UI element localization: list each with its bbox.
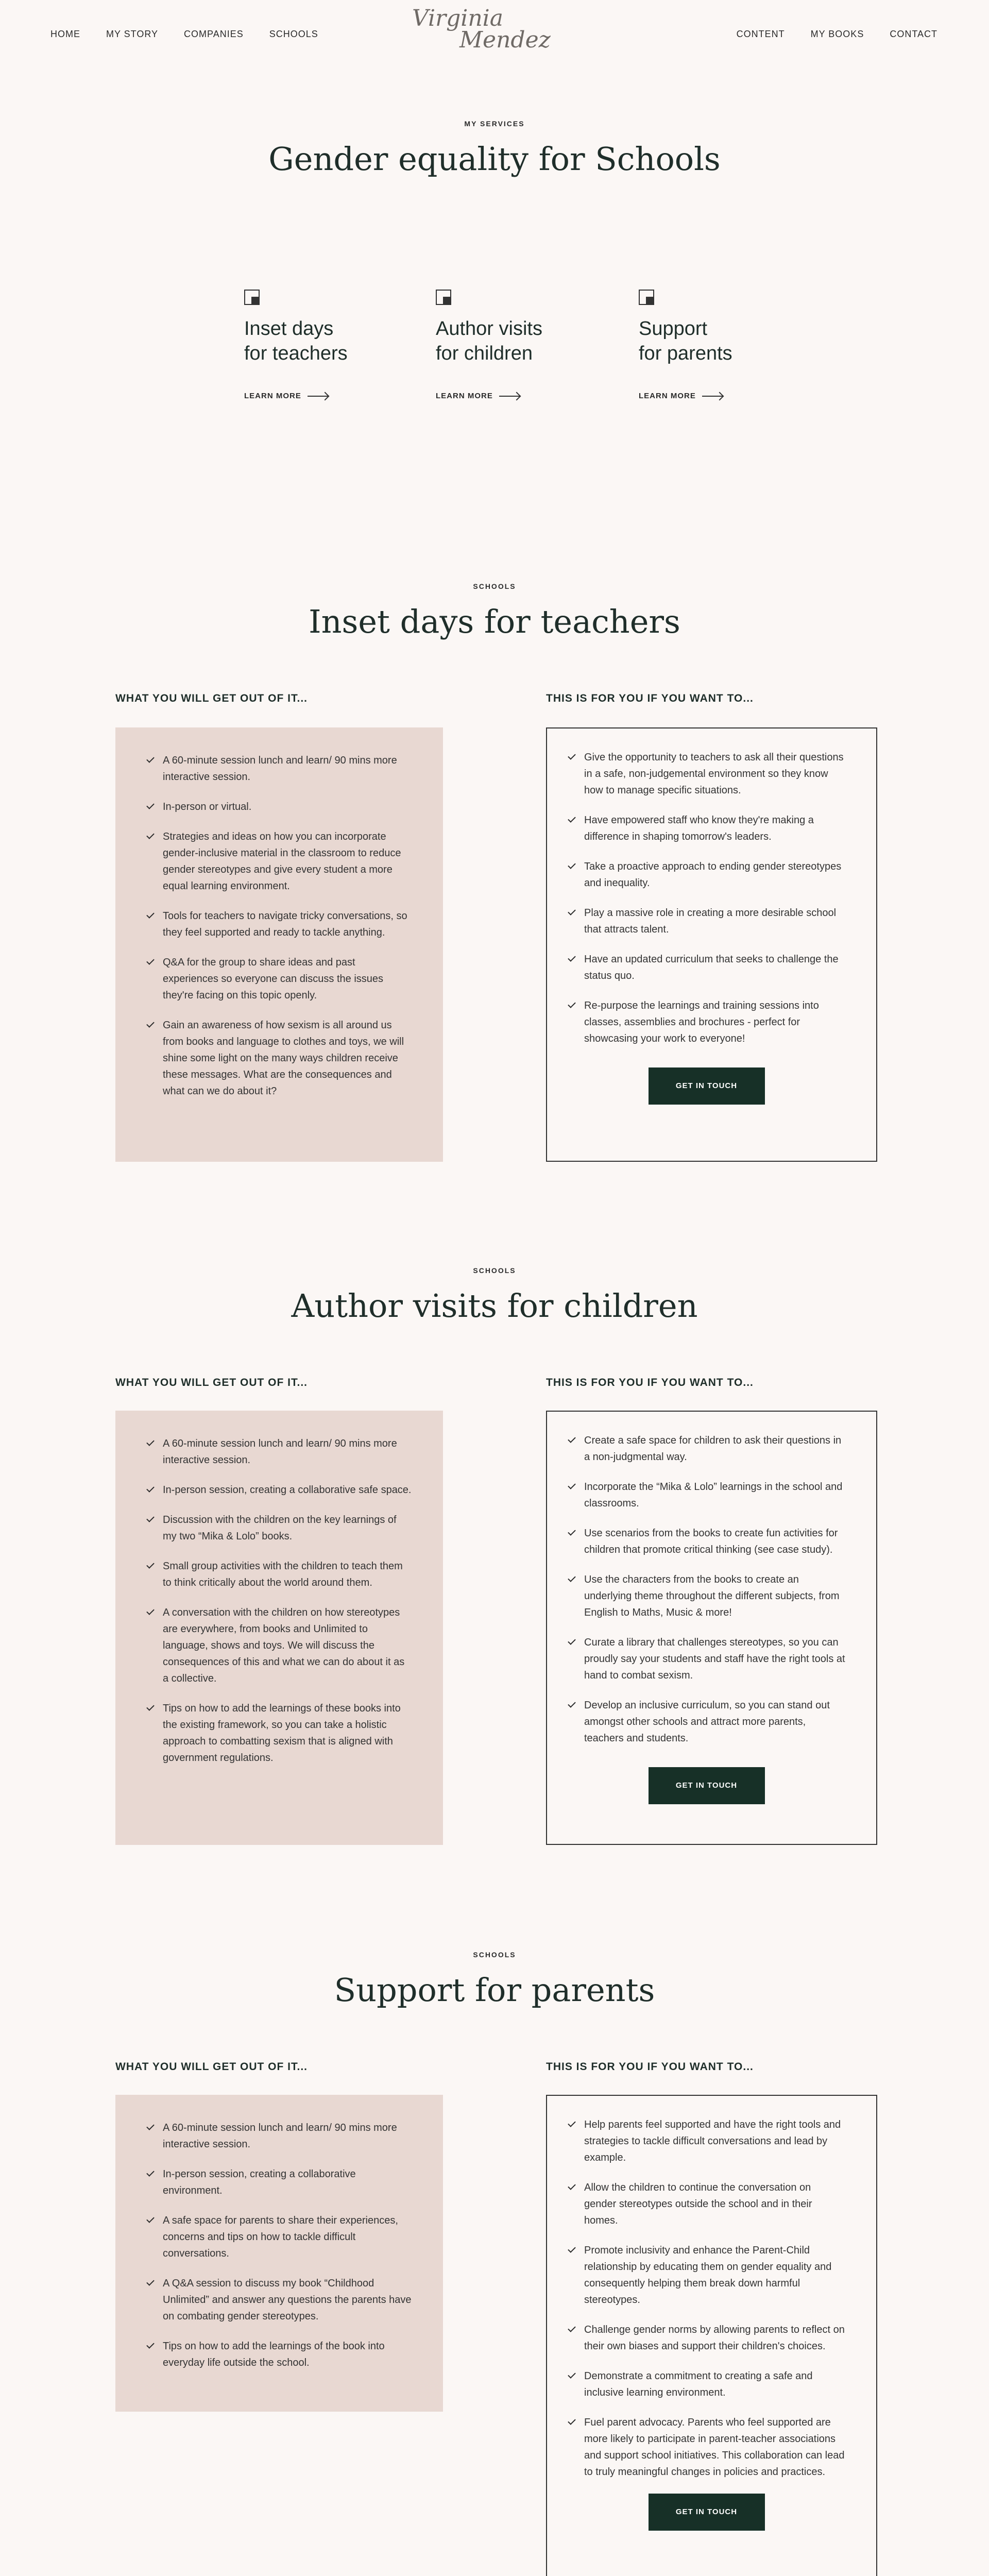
service-support-parents (639, 290, 793, 400)
arrow-right-icon (702, 396, 723, 397)
check-icon (568, 2369, 575, 2380)
check-icon (568, 906, 575, 917)
nav-my-books[interactable]: MY BOOKS (810, 29, 864, 39)
check-icon (146, 909, 154, 920)
check-icon (568, 1698, 575, 1709)
learn-more-link[interactable]: LEARN MORE (639, 392, 793, 400)
check-icon (146, 2276, 154, 2287)
check-icon (146, 1018, 154, 1029)
check-icon (146, 829, 154, 841)
list-item: Incorporate the “Mika & Lolo” learnings in the school and classrooms. (568, 1479, 845, 1512)
list-item: A conversation with the children on how stereotypes are everywhere, from books and Unlimited to language, shows and toys. We will discuss the consequences of this and what we can do about it as a collective. (146, 1604, 412, 1687)
check-icon (146, 1436, 154, 1448)
square-icon (639, 290, 654, 305)
section-title: Support for parents (334, 1971, 655, 2009)
list-item: A 60-minute session lunch and learn/ 90 mins more interactive session. (146, 752, 412, 785)
list-item: Develop an inclusive curriculum, so you can stand out amongst other schools and attract more parents, teachers and students. (568, 1697, 845, 1747)
service-author-visits (436, 290, 590, 400)
check-icon (568, 750, 575, 761)
site-header (0, 0, 989, 67)
check-icon (146, 2121, 154, 2132)
list-item: In-person session, creating a collaborative safe space. (146, 1482, 412, 1498)
left-heading: WHAT YOU WILL GET OUT OF IT... (115, 1377, 308, 1388)
right-heading: THIS IS FOR YOU IF YOU WANT TO... (546, 2061, 754, 2073)
audience-panel (546, 727, 877, 1162)
audience-panel (546, 1411, 877, 1845)
list-item: Promote inclusivity and enhance the Parent-Child relationship by educating them on gender equality and consequently helping them break down harmful stereotypes. (568, 2242, 845, 2308)
list-item: Create a safe space for children to ask their questions in a non-judgmental way. (568, 1432, 845, 1465)
learn-more-link[interactable]: LEARN MORE (436, 392, 590, 400)
check-icon (146, 955, 154, 967)
list-item: Tools for teachers to navigate tricky conversations, so they feel supported and ready to tackle anything. (146, 908, 412, 941)
check-icon (568, 2415, 575, 2427)
list-item: Re-purpose the learnings and training sessions into classes, assemblies and brochures - perfect for showcasing your work to everyone! (568, 997, 845, 1047)
check-icon (568, 2243, 575, 2255)
check-icon (146, 2339, 154, 2350)
list-item: Have an updated curriculum that seeks to challenge the status quo. (568, 951, 845, 984)
arrow-right-icon (308, 396, 328, 397)
check-icon (146, 1559, 154, 1570)
square-icon (436, 290, 451, 305)
section-eyebrow: SCHOOLS (473, 582, 516, 590)
check-icon (146, 2213, 154, 2225)
nav-right (737, 29, 937, 40)
logo-line-1: Virginia (412, 5, 503, 31)
nav-left (50, 29, 318, 40)
check-icon (568, 1480, 575, 1491)
service-title: Inset days for teachers (244, 318, 348, 364)
list-item: A safe space for parents to share their experiences, concerns and tips on how to tackle difficult conversations. (146, 2212, 412, 2262)
list-item: Use scenarios from the books to create fun activities for children that promote critical thinking (see case study). (568, 1525, 845, 1558)
check-icon (146, 1701, 154, 1713)
list-item: Tips on how to add the learnings of the book into everyday life outside the school. (146, 2338, 412, 2371)
check-icon (568, 813, 575, 824)
nav-content[interactable]: CONTENT (736, 29, 785, 39)
list-item: Demonstrate a commitment to creating a safe and inclusive learning environment. (568, 2368, 845, 2401)
list-item: Tips on how to add the learnings of these books into the existing framework, so you can take a holistic approach to combatting sexism that is aligned with government regulations. (146, 1700, 412, 1766)
left-heading: WHAT YOU WILL GET OUT OF IT... (115, 2061, 308, 2073)
service-inset-days (244, 290, 399, 400)
list-item: Q&A for the group to share ideas and past experiences so everyone can discuss the issues they're facing on this topic openly. (146, 954, 412, 1004)
get-in-touch-button[interactable]: GET IN TOUCH (649, 2494, 765, 2531)
nav-my-story[interactable]: MY STORY (106, 29, 159, 39)
services-eyebrow: MY SERVICES (464, 120, 525, 128)
list-item: Have empowered staff who know they're making a difference in shaping tomorrow's leaders. (568, 812, 845, 845)
left-heading: WHAT YOU WILL GET OUT OF IT... (115, 692, 308, 704)
list-item: Small group activities with the children to teach them to think critically about the world around them. (146, 1558, 412, 1591)
list-item: Curate a library that challenges stereotypes, so you can proudly say your students and staff have the right tools at hand to combat sexism. (568, 1634, 845, 1684)
check-icon (146, 800, 154, 811)
list-item: A 60-minute session lunch and learn/ 90 mins more interactive session. (146, 2120, 412, 2153)
service-title: Author visits for children (436, 318, 542, 364)
nav-companies[interactable]: COMPANIES (184, 29, 244, 39)
check-icon (568, 998, 575, 1010)
services-title: Gender equality for Schools (268, 140, 721, 178)
arrow-right-icon (499, 396, 520, 397)
check-icon (146, 2167, 154, 2178)
list-item: Use the characters from the books to create an underlying theme throughout the different subjects, from English to Maths, Music & more! (568, 1571, 845, 1621)
service-title: Support for parents (639, 318, 732, 364)
list-item: A Q&A session to discuss my book “Childhood Unlimited” and answer any questions the parents have on combating gender stereotypes. (146, 2275, 412, 2325)
right-heading: THIS IS FOR YOU IF YOU WANT TO... (546, 1377, 754, 1388)
right-heading: THIS IS FOR YOU IF YOU WANT TO... (546, 692, 754, 704)
check-icon (146, 1483, 154, 1494)
list-item: In-person or virtual. (146, 799, 412, 815)
get-in-touch-button[interactable]: GET IN TOUCH (649, 1067, 765, 1105)
check-icon (568, 1526, 575, 1537)
check-icon (568, 2180, 575, 2192)
benefits-panel (115, 1411, 443, 1845)
benefits-panel (115, 727, 443, 1162)
check-icon (568, 859, 575, 871)
nav-contact[interactable]: CONTACT (890, 29, 937, 39)
list-item: In-person session, creating a collaborative environment. (146, 2166, 412, 2199)
section-eyebrow: SCHOOLS (473, 1951, 516, 1959)
section-title: Author visits for children (291, 1287, 698, 1325)
square-icon (244, 290, 260, 305)
check-icon (568, 1635, 575, 1647)
site-logo[interactable] (412, 5, 577, 62)
get-in-touch-button[interactable]: GET IN TOUCH (649, 1767, 765, 1804)
list-item: Strategies and ideas on how you can incorporate gender-inclusive material in the classroom to reduce gender stereotypes and give every student a more equal learning environment. (146, 828, 412, 894)
check-icon (146, 753, 154, 765)
benefits-panel (115, 2095, 443, 2412)
nav-schools[interactable]: SCHOOLS (269, 29, 318, 39)
list-item: Challenge gender norms by allowing parents to reflect on their own biases and support their children's choices. (568, 2321, 845, 2354)
check-icon (146, 1513, 154, 1524)
list-item: Help parents feel supported and have the right tools and strategies to tackle difficult conversations and lead by example. (568, 2116, 845, 2166)
list-item: Allow the children to continue the conversation on gender stereotypes outside the school and in their homes. (568, 2179, 845, 2229)
list-item: Fuel parent advocacy. Parents who feel supported are more likely to participate in parent-teacher associations and support school initiatives. This collaboration can lead to truly meaningful changes in policies and practices. (568, 2414, 845, 2480)
nav-home[interactable]: HOME (50, 29, 80, 39)
check-icon (568, 2117, 575, 2129)
list-item: A 60-minute session lunch and learn/ 90 mins more interactive session. (146, 1435, 412, 1468)
check-icon (146, 1605, 154, 1617)
list-item: Discussion with the children on the key learnings of my two “Mika & Lolo” books. (146, 1512, 412, 1545)
learn-more-link[interactable]: LEARN MORE (244, 392, 399, 400)
audience-panel (546, 2095, 877, 2576)
list-item: Play a massive role in creating a more desirable school that attracts talent. (568, 905, 845, 938)
section-eyebrow: SCHOOLS (473, 1266, 516, 1275)
check-icon (568, 1572, 575, 1584)
logo-line-2: Mendez (459, 27, 551, 53)
check-icon (568, 1433, 575, 1445)
section-title: Inset days for teachers (309, 603, 680, 640)
list-item: Take a proactive approach to ending gender stereotypes and inequality. (568, 858, 845, 891)
check-icon (568, 2323, 575, 2334)
check-icon (568, 952, 575, 963)
list-item: Gain an awareness of how sexism is all around us from books and language to clothes and toys, we will shine some light on the many ways children receive these messages. What are the consequences and what can we do about it? (146, 1017, 412, 1099)
list-item: Give the opportunity to teachers to ask all their questions in a safe, non-judgemental environment so they know how to manage specific situations. (568, 749, 845, 799)
